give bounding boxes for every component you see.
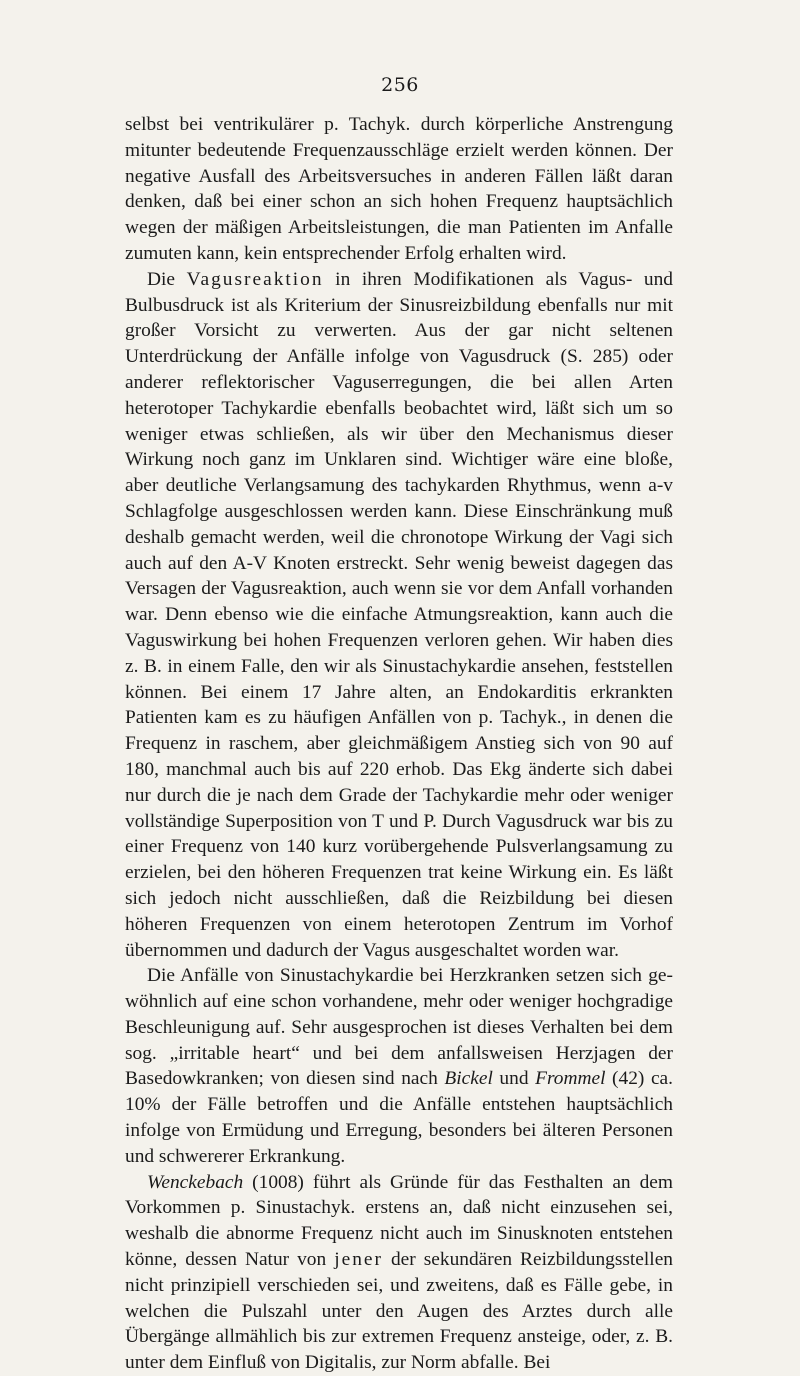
text-run: (42) ca. 10% der Fälle betroffen und die Anfälle entstehen hauptsächlich infolge von Ermüdung und Erregung, besonders bei älteren Personen und schwererer Erkrankung. (125, 1068, 673, 1167)
body-text (125, 112, 673, 1376)
text-run: (1008) führt als Gründe für das Festhalten an dem Vorkommen p. Sinustachyk. erstens an, daß nicht einzusehen sei, weshalb die abnorme Frequenz nicht auch im Sinusknoten entstehen könne, dessen Natur von (125, 1171, 673, 1271)
paragraph (125, 1170, 673, 1376)
italic-author-name: Bickel (444, 1068, 493, 1090)
text-run: der sekundären Reizbildungsstellen nicht prinzipiell verschieden sei, und zweitens, daß es Fälle gebe, in welchen die Pulszahl unter den Augen des Arztes durch alle Übergänge allmählich bis zur extremen Frequenz ansteige, oder, z. B. unter dem Einfluß von Digitalis, zur Norm abfalle. Bei (125, 1249, 673, 1374)
text-run: in ihren Modifikationen als Vagus- und Bulbusdruck ist als Kriterium der Sinusreizbildung ebenfalls nur mit großer Vorsicht zu verwerten. Aus der gar nicht seltenen Unterdrückung der Anfälle infolge von Vagusdruck (S. 285) oder anderer reflektorischer Vaguserregungen, die bei allen Arten heterotoper Tachykardie ebenfalls beobachtet wird, läßt sich um so weniger etwas schließen, als wir über den Mechanismus dieser Wirkung noch ganz im Unklaren sind. Wichtiger wäre eine bloße, aber deutliche Verlangsamung des tachykarden Rhythmus, wenn a-v Schlagfolge ausgeschlossen werden kann. Diese Einschränkung muß deshalb gemacht werden, weil die chronotope Wirkung der Vagi sich auch auf den A-V Knoten erstreckt. Sehr wenig beweist dagegen das Versagen der Vagusreaktion, auch wenn sie vor dem Anfall vorhanden war. Denn ebenso wie die einfache Atmungsreaktion, kann auch die Vaguswirkung bei hohen Frequenzen verloren gehen. Wir haben dies z. B. in einem Falle, den wir als Sinustachykardie ansehen, feststellen können. Bei einem 17 Jahre alten, an Endokarditis erkrankten Patienten kam es zu häufigen Anfällen von p. Tachyk., in denen die Frequenz in raschem, aber gleichmäßigem Anstieg sich von 90 auf 180, manchmal auch bis auf 220 erhob. Das Ekg änderte sich dabei nur durch die je nach dem Grade der Tachykardie mehr oder weniger vollständige Superposition von T und P. Durch Vagusdruck war bis zu einer Frequenz von 140 kurz vorübergehende Pulsverlangsamung zu erzielen, bei den höheren Frequenzen trat keine Wirkung ein. Es läßt sich jedoch nicht ausschließen, daß die Reizbildung bei diesen höheren Frequenzen von einem heterotopen Zentrum im Vorhof übernommen und dadurch der Vagus ausgeschaltet worden war. (125, 268, 673, 961)
paragraph (125, 267, 673, 964)
italic-author-name: Frommel (535, 1068, 606, 1090)
spaced-emphasis: jener (334, 1249, 383, 1271)
italic-author-name: Wenckebach (147, 1171, 244, 1193)
text-run: Die Anfälle von Sinustachykardie bei Herzkranken setzen sich gewöhnlich auf eine schon vorhandene, mehr oder weniger hochgradige Beschleunigung auf. Sehr ausgesprochen ist dieses Verhalten bei dem sog. „irritable heart“ und bei dem anfallsweisen Herzjagen der Basedowkranken; von diesen sind nach (125, 965, 673, 1090)
spaced-emphasis: Vagusreaktion (186, 268, 324, 290)
text-run: selbst bei ventrikulärer p. Tachyk. durch körperliche Anstrengung mitunter bedeutende Frequenzausschläge erzielt werden können. Der negative Ausfall des Arbeitsversuches in anderen Fällen läßt daran denken, daß bei einer schon an sich hohen Frequenz hauptsächlich wegen der mäßigen Arbeitsleistungen, die man Patienten im Anfalle zumuten kann, kein entsprechender Erfolg erhalten wird. (125, 114, 673, 264)
text-run: Die (147, 268, 187, 290)
text-run: und (492, 1068, 536, 1090)
paragraph (125, 963, 673, 1169)
paragraph (125, 112, 673, 267)
page-number: 256 (381, 74, 419, 96)
